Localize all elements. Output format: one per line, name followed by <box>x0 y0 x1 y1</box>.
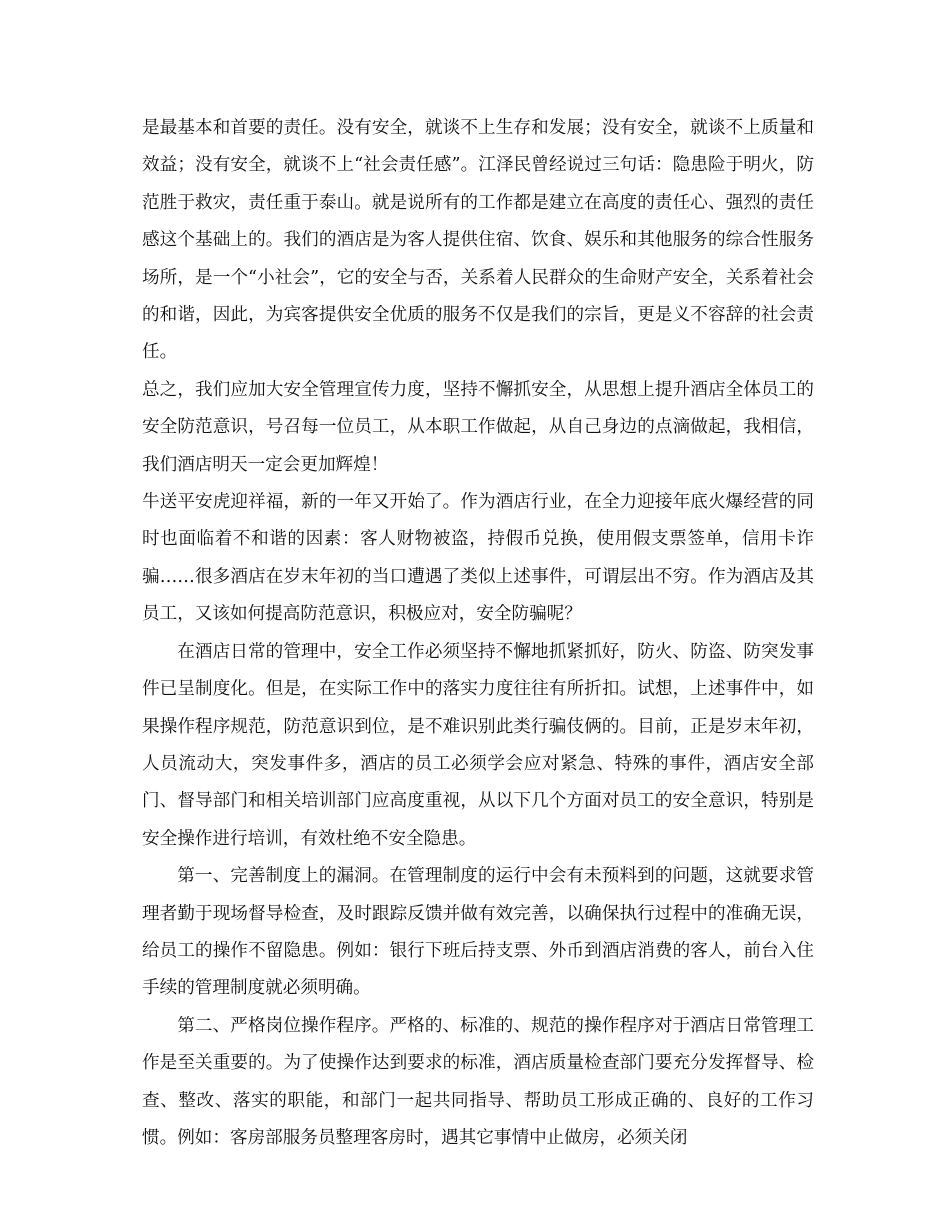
paragraph-5: 第一、完善制度上的漏洞。在管理制度的运行中会有未预料到的问题，这就要求管理者勤于现场督导检查，及时跟踪反馈并做有效完善，以确保执行过程中的准确无误，给员工的操作不留隐患。例如：银行下班后持支票、外币到酒店消费的客人，前台入住手续的管理制度就必须明确。 <box>142 866 814 999</box>
paragraph-4: 在酒店日常的管理中，安全工作必须坚持不懈地抓紧抓好，防火、防盗、防突发事件已呈制度化。但是，在实际工作中的落实力度往往有所折扣。试想，上述事件中，如果操作程序规范，防范意识到位，是不难识别此类行骗伎俩的。目前，正是岁末年初，人员流动大，突发事件多，酒店的员工必须学会应对紧急、特殊的事件，酒店安全部门、督导部门和相关培训部门应高度重视，从以下几个方面对员工的安全意识，特别是安全操作进行培训，有效杜绝不安全隐患。 <box>142 641 814 849</box>
document-page <box>142 110 814 1157</box>
paragraph-2: 总之，我们应加大安全管理宣传力度，坚持不懈抓安全，从思想上提升酒店全体员工的安全防范意识，号召每一位员工，从本职工作做起，从自己身边的点滴做起，我相信，我们酒店明天一定会更加辉煌！ <box>142 379 814 475</box>
paragraph-6: 第二、严格岗位操作程序。严格的、标准的、规范的操作程序对于酒店日常管理工作是至关重要的。为了使操作达到要求的标准，酒店质量检查部门要充分发挥督导、检查、整改、落实的职能，和部门一起共同指导、帮助员工形成正确的、良好的工作习惯。例如：客房部服务员整理客房时，遇其它事情中止做房，必须关闭 <box>142 1015 814 1148</box>
paragraph-3: 牛送平安虎迎祥福，新的一年又开始了。作为酒店行业，在全力迎接年底火爆经营的同时也面临着不和谐的因素：客人财物被盗，持假币兑换，使用假支票签单，信用卡诈骗……很多酒店在岁末年初的当口遭遇了类似上述事件，可谓层出不穷。作为酒店及其员工，又该如何提高防范意识，积极应对，安全防骗呢？ <box>142 492 814 625</box>
paragraph-1: 是最基本和首要的责任。没有安全，就谈不上生存和发展；没有安全，就谈不上质量和效益；没有安全，就谈不上“社会责任感”。江泽民曾经说过三句话：隐患险于明火，防范胜于救灾，责任重于泰山。就是说所有的工作都是建立在高度的责任心、强烈的责任感这个基础上的。我们的酒店是为客人提供住宿、饮食、娱乐和其他服务的综合性服务场所，是一个“小社会”，它的安全与否，关系着人民群众的生命财产安全，关系着社会的和谐，因此，为宾客提供安全优质的服务不仅是我们的宗旨，更是义不容辞的社会责任。 <box>142 118 814 363</box>
